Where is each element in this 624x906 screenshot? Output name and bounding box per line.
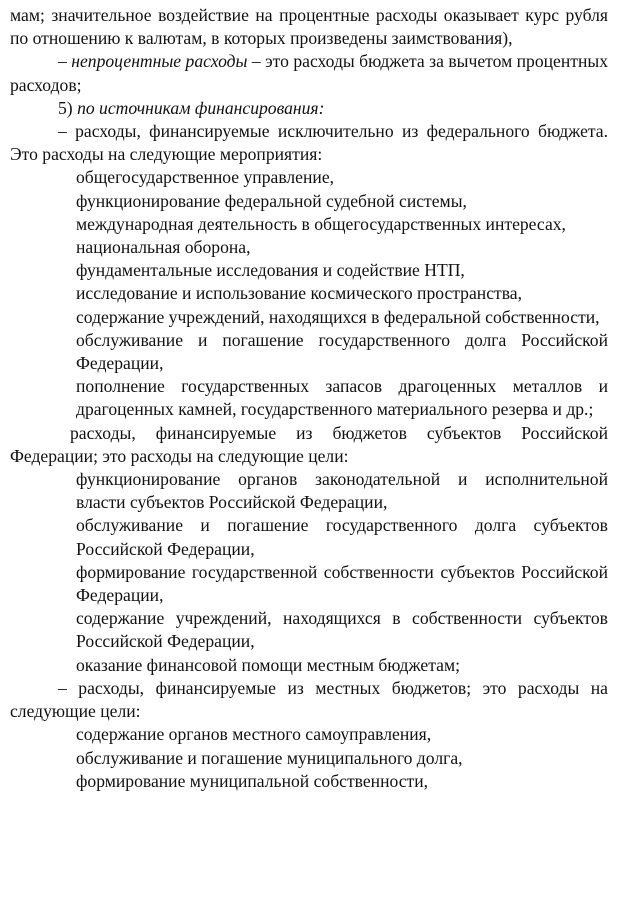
list-item: международная деятельность в общегосударственных интересах, (76, 213, 566, 234)
dash: – (58, 51, 72, 72)
term-noninterest: непроцентные расходы (71, 51, 248, 72)
section-heading-sources (10, 97, 608, 120)
list-item: содержание учреждений, находящихся в собственности субъектов Российской Федерации, (76, 608, 608, 652)
list-item: содержание органов местного самоуправления, (76, 724, 432, 745)
list-item: формирование муниципальной собственности, (76, 770, 429, 791)
federal-list (76, 166, 608, 421)
paragraph-noninterest (10, 50, 608, 96)
list-item: обслуживание и погашение муниципального долга, (76, 747, 463, 768)
list-item: национальная оборона, (76, 237, 251, 258)
list-item: обслуживание и погашение государственного долга Российской Федерации, (76, 329, 608, 374)
list-item: пополнение государственных запасов драгоценных металлов и драгоценных камней, государственного материального резерва и др.; (76, 376, 608, 420)
definition-noninterest: – это расходы бюджета за вычетом процентных расходов; (10, 51, 608, 95)
regional-list (76, 468, 608, 677)
section-title: по источникам финансирования: (77, 97, 325, 118)
list-item: оказание финансовой помощи местным бюджетам; (76, 654, 460, 675)
list-item: формирование государственной собственности субъектов Российской Федерации, (76, 561, 608, 606)
paragraph-interest-cont: мам; значительное воздействие на процентные расходы оказывает курс рубля по отношению к валютам, в которых произведены заимствования), (10, 5, 608, 49)
list-item: содержание учреждений, находящихся в федеральной собственности, (76, 306, 600, 327)
paragraph-federal: – расходы, финансируемые исключительно из федерального бюджета. Это расходы на следующие мероприятия: (10, 121, 608, 165)
list-item: функционирование федеральной судебной системы, (76, 190, 467, 211)
list-item: исследование и использование космического пространства, (76, 283, 522, 304)
list-item: функционирование органов законодательной и исполнительной власти субъектов Российской Федерации, (76, 469, 608, 513)
local-list (76, 723, 608, 793)
section-number: 5) (58, 97, 78, 118)
paragraph-regional: расходы, финансируемые из бюджетов субъектов Российской Федерации; это расходы на следующие цели: (10, 422, 608, 466)
list-item: фундаментальные исследования и содействие НТП, (76, 260, 465, 281)
list-item: общегосударственное управление, (76, 167, 335, 188)
list-item: обслуживание и погашение государственного долга субъектов Российской Федерации, (76, 515, 608, 559)
paragraph-local: – расходы, финансируемые из местных бюджетов; это расходы на следующие цели: (10, 677, 608, 722)
